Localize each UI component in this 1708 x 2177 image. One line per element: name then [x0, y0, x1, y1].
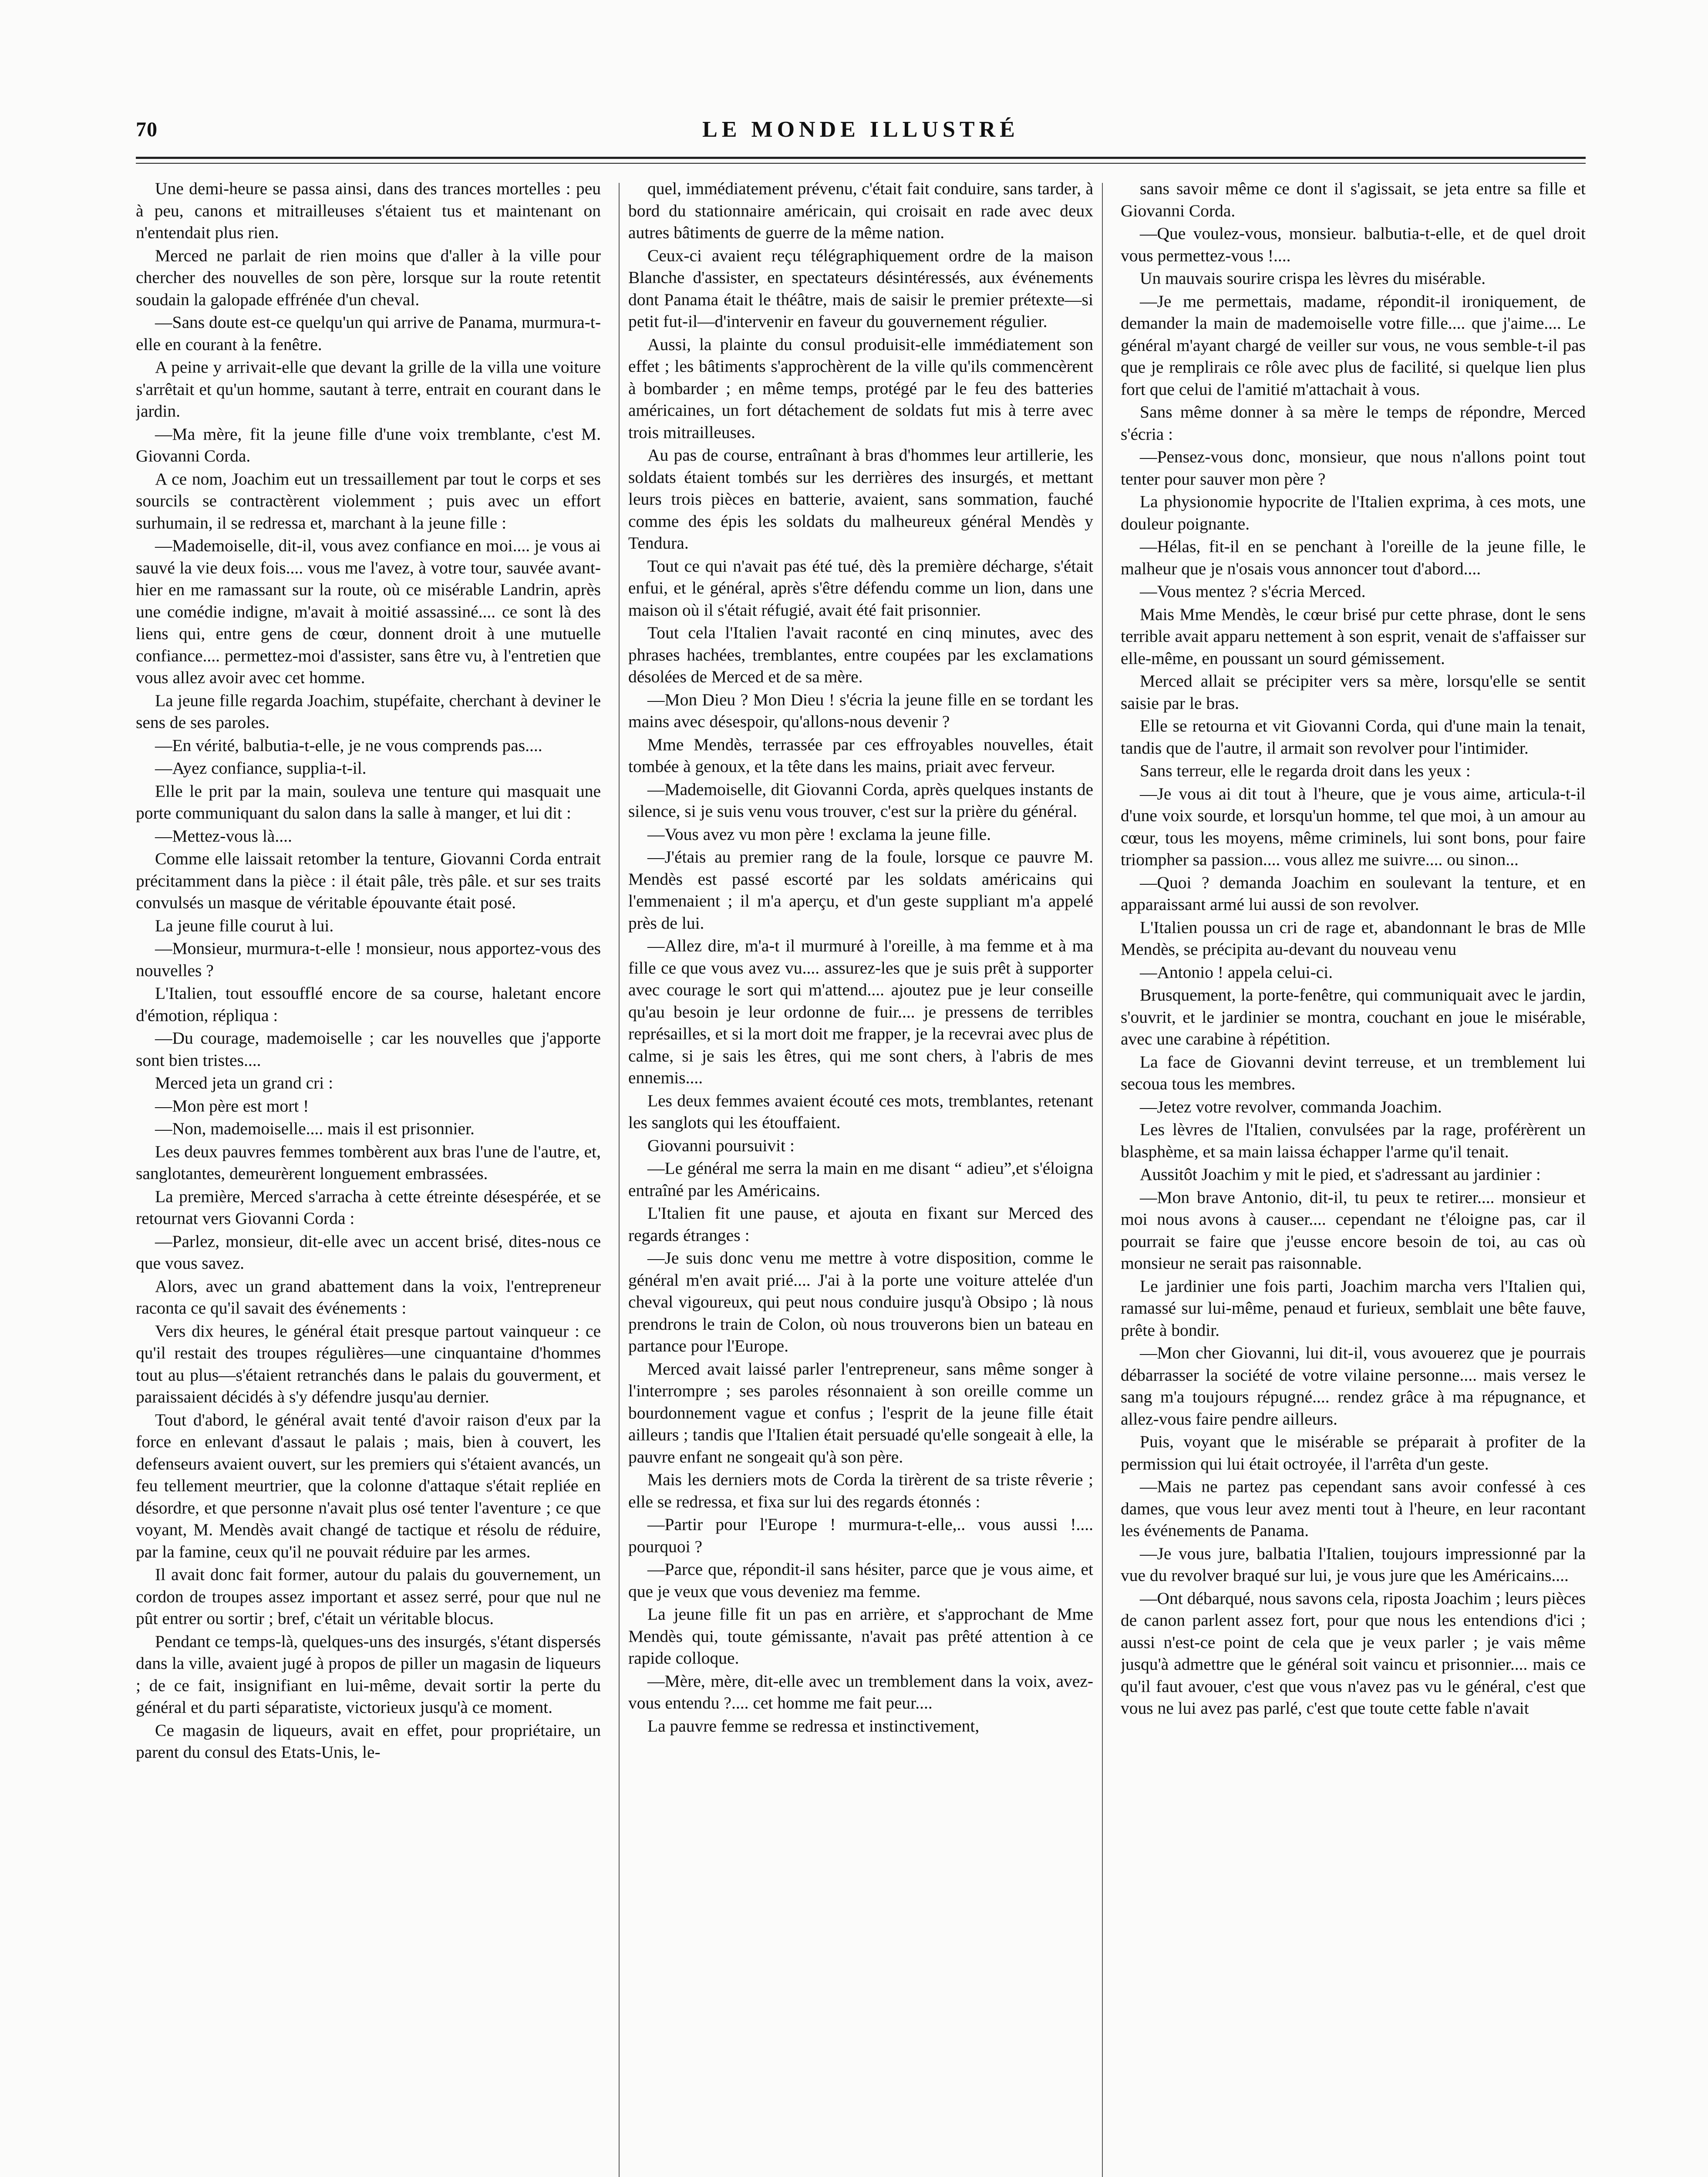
paragraph: —Ont débarqué, nous savons cela, riposta Joachim ; leurs pièces de canon parlent assez fort, pour que nous les entendions d'ici ; aussi n'est-ce point de cela que je veux parler ; je vais même jusqu'à admettre que le général soit vaincu et prisonnier.... mais ce qu'il faut avouer, c'est que vous n'avez pas vu le général, c'est que vous ne lui avez pas parlé, c'est que toute cette fable n'avait: [1121, 1588, 1586, 1718]
paragraph: A peine y arrivait-elle que devant la grille de la villa une voiture s'arrêtait et qu'un homme, sautant à terre, entrait en courant dans le jardin.: [136, 357, 601, 421]
paragraph: Aussitôt Joachim y mit le pied, et s'adressant au jardinier :: [1140, 1165, 1541, 1184]
paragraph: Mais les derniers mots de Corda la tirèrent de sa triste rêverie ; elle se redressa, et fixa sur lui des regards étonnés :: [628, 1470, 1093, 1511]
paragraph: Alors, avec un grand abattement dans la voix, l'entrepreneur raconta ce qu'il savait des événements :: [136, 1276, 601, 1318]
paragraph: —Vous mentez ? s'écria Merced.: [1140, 582, 1366, 601]
paragraph: Il avait donc fait former, autour du palais du gouvernement, un cordon de troupes assez important et assez serré, pour que nul ne pût entrer ou sortir ; bref, c'était un véritable blocus.: [136, 1565, 601, 1628]
paragraph: Une demi-heure se passa ainsi, dans des trances mortelles : peu à peu, canons et mitrailleuses s'étaient tus et maintenant on n'entendait plus rien.: [136, 179, 601, 242]
paragraph: Merced ne parlait de rien moins que d'aller à la ville pour chercher des nouvelles de son père, lorsque sur la route retentit soudain la galopade effrénée d'un cheval.: [136, 246, 601, 309]
paragraph: Sans même donner à sa mère le temps de répondre, Merced s'écria :: [1121, 402, 1586, 444]
paragraph: —Je vous jure, balbatia l'Italien, toujours impressionné par la vue du revolver braqué sur lui, je vous jure que les Américains....: [1121, 1543, 1586, 1585]
paragraph: —Mon père est mort !: [155, 1096, 309, 1115]
header-rule-thin: [136, 163, 1586, 164]
paragraph: Elle le prit par la main, souleva une tenture qui masquait une porte communiquant du salon dans la salle à manger, et lui dit :: [136, 781, 601, 822]
paragraph: Les deux pauvres femmes tombèrent aux bras l'une de l'autre, et, sanglotantes, demeurèrent longuement embrassées.: [136, 1142, 601, 1183]
paragraph: —Allez dire, m'a-t il murmuré à l'oreille, à ma femme et à ma fille ce que vous avez vu.... assurez-les que je suis prêt à supporter avec courage le sort qui m'attend.... ajoutez pue je leur conseille qu'au besoin je leur ordonne de fuir.... je pressens de terribles représailles, et si la mort doit me frapper, je la recevrai avec plus de calme, si je sais les êtres, qui me sont chers, à l'abris de mes ennemis....: [628, 936, 1093, 1087]
paragraph: —Antonio ! appela celui-ci.: [1140, 962, 1333, 982]
paragraph: —Monsieur, murmura-t-elle ! monsieur, nous apportez-vous des nouvelles ?: [136, 939, 601, 980]
paragraph: —Mon brave Antonio, dit-il, tu peux te retirer.... monsieur et moi nous avons à causer.... cependant ne t'éloigne pas, car il pourrait se faire que j'eusse encore besoin de toi, au cas où monsieur ne serait pas raisonnable.: [1121, 1187, 1586, 1273]
paragraph: —Mais ne partez pas cependant sans avoir confessé à ces dames, que vous leur avez menti tout à l'heure, en leur racontant les événements de Panama.: [1121, 1477, 1586, 1540]
paragraph: —Mon Dieu ? Mon Dieu ! s'écria la jeune fille en se tordant les mains avec désespoir, qu'allons-nous devenir ?: [628, 690, 1093, 731]
paragraph: —Mon cher Giovanni, lui dit-il, vous avouerez que je pourrais débarrasser la société de votre vilaine personne.... mais versez le sang m'a toujours répugné.... rendez grâce à ma répugnance, et allez-vous faire pendre ailleurs.: [1121, 1343, 1586, 1429]
paragraph: Tout d'abord, le général avait tenté d'avoir raison d'eux par la force en enlevant d'assaut le palais ; mais, bien à couvert, les defenseurs avaient ouvert, sur les premiers qui s'étaient avancés, un feu tellement meurtrier, que la colonne d'attaque s'était repliée en désordre, et que personne n'avait plus osé tenter l'aventure ; ce que voyant, M. Mendès avait changé de tactique et résolu de réduire, par la famine, ceux qu'il ne pouvait réduire par les armes.: [136, 1410, 601, 1561]
paragraph: —Quoi ? demanda Joachim en soulevant la tenture, et en apparaissant armé lui aussi de son revolver.: [1121, 873, 1586, 914]
page-header: [136, 114, 1586, 153]
paragraph: A ce nom, Joachim eut un tressaillement par tout le corps et ses sourcils se contractèrent violemment ; puis avec un effort surhumain, il se redressa et, marchant à la jeune fille :: [136, 469, 601, 532]
paragraph: La première, Merced s'arracha à cette étreinte désespérée, et se retournat vers Giovanni Corda :: [136, 1186, 601, 1228]
paragraph: Tout ce qui n'avait pas été tué, dès la première décharge, s'était enfui, et le général, après s'être défendu comme un lion, dans une maison où il s'était réfugié, avait été fait prisonnier.: [628, 556, 1093, 620]
paragraph: —Parce que, répondit-il sans hésiter, parce que je vous aime, et que je veux que vous deveniez ma femme.: [628, 1560, 1093, 1601]
paragraph: Comme elle laissait retomber la tenture, Giovanni Corda entrait précitamment dans la pièce : il était pâle, très pâle. et sur ses traits convulsés un masque de véritable épouvante était posé.: [136, 849, 601, 912]
paragraph: —Vous avez vu mon père ! exclama la jeune fille.: [647, 824, 991, 844]
paragraph: Sans terreur, elle le regarda droit dans les yeux :: [1140, 761, 1471, 780]
header-rule: [136, 157, 1586, 159]
paragraph: La jeune fille courut à lui.: [155, 916, 334, 935]
paragraph: L'Italien fit une pause, et ajouta en fixant sur Merced des regards étranges :: [628, 1203, 1093, 1245]
paragraph: Un mauvais sourire crispa les lèvres du misérable.: [1140, 269, 1486, 288]
text-column-1: [136, 178, 601, 2177]
page-number: 70: [136, 118, 158, 141]
paragraph: —Mère, mère, dit-elle avec un tremblement dans la voix, avez-vous entendu ?.... cet homme me fait peur....: [628, 1671, 1093, 1712]
paragraph: —Je vous ai dit tout à l'heure, que je vous aime, articula-t-il d'une voix sourde, et lorsqu'un homme, tel que moi, à un amour au cœur, tous les moyens, même criminels, lui sont bons, pour faire triompher sa passion.... vous allez me suivre.... ou sinon...: [1121, 784, 1586, 869]
paragraph: Merced allait se précipiter vers sa mère, lorsqu'elle se sentit saisie par le bras.: [1121, 671, 1586, 713]
paragraph: Ce magasin de liqueurs, avait en effet, pour propriétaire, un parent du consul des Etats-Unis, le-: [136, 1720, 601, 1762]
paragraph: —Je suis donc venu me mettre à votre disposition, comme le général m'en avait prié.... J'ai à la porte une voiture attelée d'un cheval vigoureux, qui peut nous conduire jusqu'à Obsipo ; là nous prendrons le train de Colon, où nous trouverons bien un bateau en partance pour l'Europe.: [628, 1248, 1093, 1355]
paragraph: Au pas de course, entraînant à bras d'hommes leur artillerie, les soldats étaient tombés sur les derrières des insurgés, et mettant leurs trois pièces en batterie, avaient, sans sommation, fauché comme des épis les soldats du malheureux général Mendès y Tendura.: [628, 445, 1093, 553]
paragraph: —Mettez-vous là....: [155, 826, 292, 846]
paragraph: Ceux-ci avaient reçu télégraphiquement ordre de la maison Blanche d'assister, en spectateurs désintéressés, aux événements dont Panama était le théâtre, mais de saisir le premier prétexte—si petit fut-il—d'intervenir en faveur du gouvernement régulier.: [628, 246, 1093, 331]
paragraph: —J'étais au premier rang de la foule, lorsque ce pauvre M. Mendès est passé escorté par les soldats américains qui l'emmenaient ; il m'a aperçu, et d'un geste suppliant m'a appelé près de lui.: [628, 847, 1093, 933]
paragraph: Giovanni poursuivit :: [647, 1136, 795, 1155]
paragraph: —Que voulez-vous, monsieur. balbutia-t-elle, et de quel droit vous permettez-vous !....: [1121, 224, 1586, 265]
paragraph: L'Italien poussa un cri de rage et, abandonnant le bras de Mlle Mendès, se précipita au-devant du nouveau venu: [1121, 917, 1586, 959]
paragraph: Tout cela l'Italien l'avait raconté en cinq minutes, avec des phrases hachées, tremblantes, entre coupées par les exclamations désolées de Merced et de sa mère.: [628, 623, 1093, 686]
paragraph: Aussi, la plainte du consul produisit-elle immédiatement son effet ; les bâtiments s'approchèrent de la ville qu'ils commencèrent à bombarder ; en même temps, protégé par le feu des batteries américaines, un fort détachement de soldats fut mis à terre avec trois mitrailleuses.: [628, 334, 1093, 442]
paragraph: —Ayez confiance, supplia-t-il.: [155, 758, 367, 778]
paragraph: —Jetez votre revolver, commanda Joachim.: [1140, 1097, 1442, 1116]
paragraph: quel, immédiatement prévenu, c'était fait conduire, sans tarder, à bord du stationnaire américain, qui croisait en rade avec deux autres bâtiments de guerre de la même nation.: [628, 179, 1093, 242]
paragraph: —Hélas, fit-il en se penchant à l'oreille de la jeune fille, le malheur que je n'osais vous annoncer tout d'abord....: [1121, 537, 1586, 578]
paragraph: Vers dix heures, le général était presque partout vainqueur : ce qu'il restait des troupes régulières—une cinquantaine d'hommes tout au plus—s'étaient retranchés dans le palais du gouverment, et paraissaient décidés à s'y défendre jusqu'au dernier.: [136, 1321, 601, 1406]
paragraph: —Ma mère, fit la jeune fille d'une voix tremblante, c'est M. Giovanni Corda.: [136, 424, 601, 465]
paragraph: —Mademoiselle, dit Giovanni Corda, après quelques instants de silence, si je suis venu vous trouver, c'est sur la prière du général.: [628, 779, 1093, 821]
running-head: LE MONDE ILLUSTRÉ: [702, 117, 1019, 142]
paragraph: —Non, mademoiselle.... mais il est prisonnier.: [155, 1119, 475, 1138]
paragraph: La physionomie hypocrite de l'Italien exprima, à ces mots, une douleur poignante.: [1121, 492, 1586, 533]
paragraph: Merced avait laissé parler l'entrepreneur, sans même songer à l'interrompre ; ses paroles résonnaient à son oreille comme un bourdonnement vague et confus ; l'esprit de la jeune fille était ailleurs ; tandis que l'Italien était persuadé qu'elle songeait à elle, la pauvre enfant ne songeait qu'à son père.: [628, 1359, 1093, 1466]
paragraph: sans savoir même ce dont il s'agissait, se jeta entre sa fille et Giovanni Corda.: [1121, 179, 1586, 220]
paragraph: —Du courage, mademoiselle ; car les nouvelles que j'apporte sont bien tristes....: [136, 1028, 601, 1070]
paragraph: Elle se retourna et vit Giovanni Corda, qui d'une main la tenait, tandis que de l'autre, il armait son revolver pour l'intimider.: [1121, 716, 1586, 758]
paragraph: La jeune fille fit un pas en arrière, et s'approchant de Mme Mendès qui, toute gémissante, n'avait pas prêté attention à ce rapide colloque.: [628, 1604, 1093, 1668]
paragraph: La face de Giovanni devint terreuse, et un tremblement lui secoua tous les membres.: [1121, 1052, 1586, 1093]
paragraph: —Sans doute est-ce quelqu'un qui arrive de Panama, murmura-t-elle en courant à la fenêtre.: [136, 313, 601, 354]
paragraph: Mme Mendès, terrassée par ces effroyables nouvelles, était tombée à genoux, et la tête dans les mains, priait avec ferveur.: [628, 735, 1093, 776]
paragraph: —Parlez, monsieur, dit-elle avec un accent brisé, dites-nous ce que vous savez.: [136, 1231, 601, 1273]
paragraph: Mais Mme Mendès, le cœur brisé pur cette phrase, dont le sens terrible avait apparu nettement à son esprit, venait de s'affaisser sur elle-même, en poussant un sourd gémissement.: [1121, 604, 1586, 668]
paragraph: Les lèvres de l'Italien, convulsées par la rage, proférèrent un blasphème, et sa main laissa échapper l'arme qu'il tenait.: [1121, 1120, 1586, 1161]
text-column-2: [628, 178, 1093, 2177]
paragraph: Les deux femmes avaient écouté ces mots, tremblantes, retenant les sanglots qui les étouffaient.: [628, 1091, 1093, 1132]
paragraph: —En vérité, balbutia-t-elle, je ne vous comprends pas....: [155, 735, 542, 755]
paragraph: —Pensez-vous donc, monsieur, que nous n'allons point tout tenter pour sauver mon père ?: [1121, 447, 1586, 489]
text-columns: [136, 178, 1586, 2177]
paragraph: —Je me permettais, madame, répondit-il ironiquement, de demander la main de mademoiselle votre fille.... que j'aime.... Le général m'ayant chargé de veiller sur vous, ne vous semble-t-il pas que je remplirais ce rôle avec plus de facilité, si quelque lien plus fort que celui de l'amitié m'attachait à vous.: [1121, 291, 1586, 399]
paragraph: Brusquement, la porte-fenêtre, qui communiquait avec le jardin, s'ouvrit, et le jardinier se montra, couchant en joue le misérable, avec une carabine à répétition.: [1121, 985, 1586, 1048]
paragraph: Merced jeta un grand cri :: [155, 1073, 334, 1092]
paragraph: —Partir pour l'Europe ! murmura-t-elle,.. vous aussi !.... pourquoi ?: [628, 1515, 1093, 1556]
paragraph: Puis, voyant que le misérable se préparait à profiter de la permission qui lui était octroyée, il l'arrêta d'un geste.: [1121, 1432, 1586, 1473]
text-column-3: [1121, 178, 1586, 2177]
paragraph: Le jardinier une fois parti, Joachim marcha vers l'Italien qui, ramassé sur lui-même, penaud et furieux, semblait une bête fauve, prête à bondir.: [1121, 1276, 1586, 1340]
paragraph: Pendant ce temps-là, quelques-uns des insurgés, s'étant dispersés dans la ville, avaient jugé à propos de piller un magasin de liqueurs ; de ce fait, insignifiant en lui-même, devait sortir la perte du général et du parti séparatiste, victorieux jusqu'à ce moment.: [136, 1631, 601, 1717]
paragraph: —Mademoiselle, dit-il, vous avez confiance en moi.... je vous ai sauvé la vie deux fois.... vous me l'avez, à votre tour, sauvée avant-hier en me ramassant sur la route, où ce misérable Landrin, après une comédie indigne, m'avait à moitié assassiné.... ce sont là des liens qui, entre gens de cœur, donnent droit à une mutuelle confiance.... permettez-moi d'assister, sans être vu, à l'entretien que vous allez avoir avec cet homme.: [136, 536, 601, 687]
paragraph: La jeune fille regarda Joachim, stupéfaite, cherchant à deviner le sens de ses paroles.: [136, 691, 601, 732]
paragraph: —Le général me serra la main en me disant “ adieu”,et s'éloigna entraîné par les Américains.: [628, 1159, 1093, 1200]
paragraph: L'Italien, tout essoufflé encore de sa course, haletant encore d'émotion, répliqua :: [136, 984, 601, 1025]
paragraph: La pauvre femme se redressa et instinctivement,: [647, 1716, 980, 1736]
